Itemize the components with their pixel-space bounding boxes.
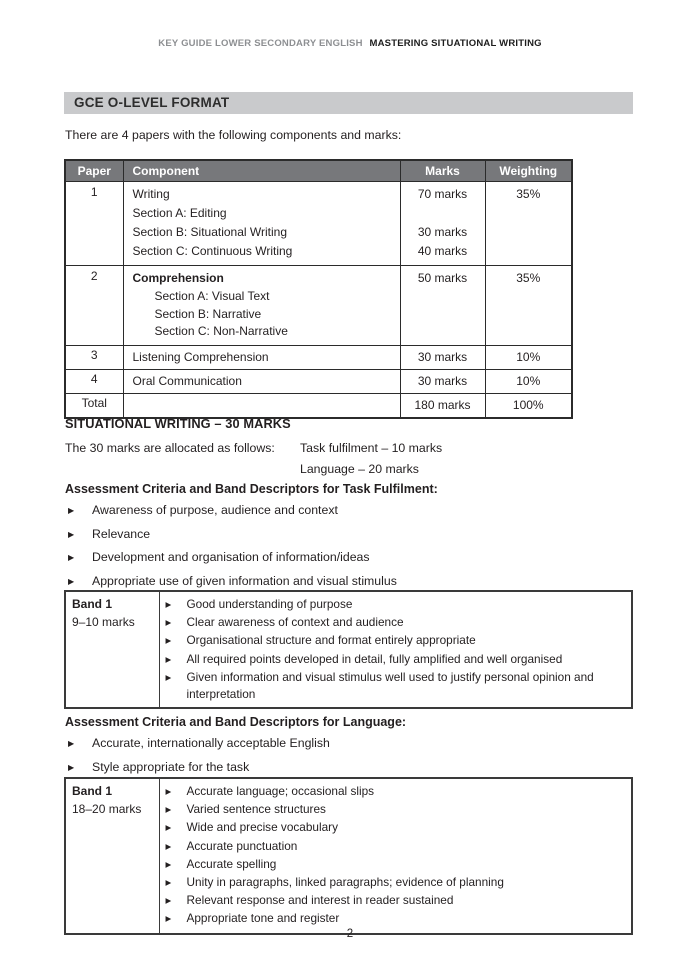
paper-number-cell: Total — [65, 393, 123, 418]
triangle-bullet-icon: ▶ — [68, 553, 75, 562]
list-item-text: Accurate, internationally acceptable English — [92, 736, 330, 750]
component-cell — [123, 266, 400, 346]
weighting-line: 10% — [516, 373, 541, 388]
component-line: Listening Comprehension — [132, 349, 269, 364]
list-item — [166, 669, 626, 703]
allocation-items — [300, 438, 442, 480]
page-number: 2 — [346, 928, 354, 940]
marks-line: 40 marks — [417, 244, 468, 258]
list-item — [166, 910, 626, 928]
marks-line: 30 marks — [417, 373, 468, 388]
weighting-cell — [485, 345, 572, 369]
task-fulfilment-heading: Assessment Criteria and Band Descriptors for Task Fulfilment: — [65, 482, 438, 496]
component-line: Section C: Continuous Writing — [132, 244, 293, 258]
component-cell — [123, 182, 400, 266]
marks-line — [401, 323, 485, 341]
list-item-text: Unity in paragraphs, linked paragraphs; evidence of planning — [186, 875, 504, 890]
col-header-paper: Paper — [65, 160, 123, 182]
marks-cell — [400, 345, 485, 369]
triangle-bullet-icon: ▶ — [68, 506, 75, 515]
triangle-bullet-icon: ▶ — [165, 618, 172, 628]
marks-line — [401, 204, 485, 223]
list-item-text: Style appropriate for the task — [92, 759, 250, 774]
language-band-table — [64, 777, 633, 935]
language-criteria-list — [68, 736, 330, 783]
component-line: Comprehension — [132, 271, 224, 285]
marks-line — [401, 306, 485, 324]
list-item-text: Accurate spelling — [186, 856, 277, 871]
band-descriptor-list — [166, 783, 626, 929]
triangle-bullet-icon: ▶ — [165, 600, 172, 609]
triangle-bullet-icon: ▶ — [165, 672, 172, 682]
marks-line: 70 marks — [417, 187, 468, 201]
component-line: Writing — [132, 187, 170, 201]
col-header-component: Component — [123, 160, 400, 182]
band-descriptor-list — [166, 596, 626, 703]
weighting-line: 35% — [516, 187, 541, 201]
list-item — [166, 783, 626, 801]
table-row — [65, 369, 572, 393]
list-item — [166, 596, 626, 614]
papers-table-header-row — [65, 160, 572, 182]
triangle-bullet-icon: ▶ — [68, 576, 75, 586]
marks-cell — [400, 369, 485, 393]
marks-line: 50 marks — [417, 271, 468, 285]
component-line: Section A: Visual Text — [154, 289, 270, 303]
weighting-line — [486, 323, 572, 341]
table-row — [65, 266, 572, 346]
running-header — [0, 38, 700, 49]
list-item — [166, 874, 626, 892]
weighting-cell — [485, 266, 572, 346]
weighting-line: 35% — [516, 271, 541, 285]
list-item-text: Awareness of purpose, audience and context — [92, 503, 338, 517]
list-item — [166, 651, 626, 669]
band-name: Band 1 — [72, 784, 113, 798]
paper-number-cell: 1 — [65, 182, 123, 266]
weighting-line — [486, 306, 572, 324]
triangle-bullet-icon: ▶ — [68, 739, 75, 748]
marks-allocation — [65, 438, 442, 480]
marks-line: 30 marks — [417, 225, 468, 239]
paper-number-cell: 4 — [65, 369, 123, 393]
table-row — [65, 345, 572, 369]
running-header-title: MASTERING SITUATIONAL WRITING — [369, 38, 542, 49]
task-fulfilment-band-table — [64, 590, 633, 709]
triangle-bullet-icon: ▶ — [165, 636, 172, 646]
list-item — [166, 801, 626, 819]
list-item — [166, 614, 626, 632]
list-item-text: Accurate language; occasional slips — [186, 784, 375, 798]
triangle-bullet-icon: ▶ — [165, 896, 172, 906]
marks-cell — [400, 266, 485, 346]
list-item — [166, 856, 626, 874]
list-item-text: Development and organisation of information/ideas — [92, 550, 370, 564]
paper-number-cell: 2 — [65, 266, 123, 346]
marks-cell — [400, 393, 485, 418]
task-fulfilment-criteria-list — [68, 503, 397, 597]
triangle-bullet-icon: ▶ — [165, 841, 172, 851]
intro-text: There are 4 papers with the following components and marks: — [65, 128, 402, 142]
component-line: Oral Communication — [132, 373, 242, 388]
marks-line: 30 marks — [417, 349, 468, 364]
list-item-text: Appropriate use of given information and visual stimulus — [92, 573, 397, 588]
list-item-text: Organisational structure and format entirely appropriate — [186, 633, 476, 648]
triangle-bullet-icon: ▶ — [68, 529, 75, 539]
page-corner-mark — [0, 0, 13, 19]
table-row — [65, 182, 572, 266]
triangle-bullet-icon: ▶ — [165, 859, 172, 869]
running-header-series: KEY GUIDE LOWER SECONDARY ENGLISH — [158, 38, 363, 49]
triangle-bullet-icon: ▶ — [165, 654, 172, 664]
allocation-item: Task fulfilment – 10 marks — [300, 441, 443, 455]
band-descriptors-cell — [159, 591, 632, 708]
language-heading: Assessment Criteria and Band Descriptors for Language: — [65, 715, 407, 729]
allocation-item: Language – 20 marks — [300, 462, 419, 476]
list-item — [166, 838, 626, 856]
marks-cell — [400, 182, 485, 266]
col-header-weighting: Weighting — [485, 160, 572, 182]
component-line: Section A: Editing — [132, 206, 227, 220]
triangle-bullet-icon: ▶ — [165, 914, 172, 924]
component-cell — [123, 345, 400, 369]
list-item-text: Appropriate tone and register — [186, 911, 340, 926]
weighting-line — [486, 242, 572, 261]
situational-writing-title: SITUATIONAL WRITING – 30 MARKS — [65, 416, 291, 431]
list-item — [166, 632, 626, 650]
list-item-text: Wide and precise vocabulary — [186, 820, 338, 835]
list-item — [68, 527, 397, 541]
triangle-bullet-icon: ▶ — [165, 823, 172, 833]
component-line: Section C: Non-Narrative — [154, 324, 288, 338]
marks-line: 180 marks — [414, 397, 471, 412]
weighting-line — [486, 223, 572, 242]
weighting-cell — [485, 182, 572, 266]
triangle-bullet-icon: ▶ — [68, 762, 75, 772]
list-item-text: Relevance — [92, 526, 151, 541]
list-item — [68, 760, 330, 774]
list-item-text: Varied sentence structures — [186, 802, 326, 817]
band-marks: 18–20 marks — [72, 801, 142, 816]
band-marks: 9–10 marks — [72, 614, 135, 629]
col-header-marks: Marks — [400, 160, 485, 182]
component-cell — [123, 393, 400, 418]
band-name: Band 1 — [72, 597, 113, 611]
component-line: Section B: Narrative — [154, 306, 262, 321]
list-item — [68, 550, 397, 564]
weighting-cell — [485, 369, 572, 393]
component-line: Section B: Situational Writing — [132, 225, 288, 239]
weighting-line — [486, 288, 572, 306]
table-row — [65, 591, 632, 708]
paper-number-cell: 3 — [65, 345, 123, 369]
band-descriptors-cell — [159, 778, 632, 934]
triangle-bullet-icon: ▶ — [165, 787, 172, 796]
component-line — [124, 396, 400, 415]
list-item — [166, 819, 626, 837]
component-cell — [123, 369, 400, 393]
triangle-bullet-icon: ▶ — [165, 878, 172, 888]
list-item-text: Clear awareness of context and audience — [186, 615, 404, 630]
band-label-cell — [65, 778, 159, 934]
table-row — [65, 393, 572, 418]
list-item-text: Good understanding of purpose — [186, 597, 353, 611]
weighting-cell — [485, 393, 572, 418]
triangle-bullet-icon: ▶ — [165, 805, 172, 815]
list-item-text: All required points developed in detail, fully amplified and well organised — [186, 651, 563, 666]
list-item — [68, 574, 397, 588]
band-label-cell — [65, 591, 159, 708]
weighting-line: 100% — [512, 397, 544, 412]
list-item-text: Accurate punctuation — [186, 838, 298, 853]
section-banner: GCE O-LEVEL FORMAT — [64, 92, 633, 114]
weighting-line: 10% — [516, 349, 541, 364]
list-item-text: Relevant response and interest in reader sustained — [186, 893, 454, 908]
list-item — [68, 503, 397, 517]
marks-line — [401, 288, 485, 306]
table-row — [65, 778, 632, 934]
weighting-line — [486, 204, 572, 223]
allocation-label: The 30 marks are allocated as follows: — [65, 441, 275, 455]
papers-table — [64, 159, 573, 419]
list-item — [68, 736, 330, 750]
list-item — [166, 892, 626, 910]
list-item-text: Given information and visual stimulus well used to justify personal opinion and interpretation — [186, 669, 594, 702]
